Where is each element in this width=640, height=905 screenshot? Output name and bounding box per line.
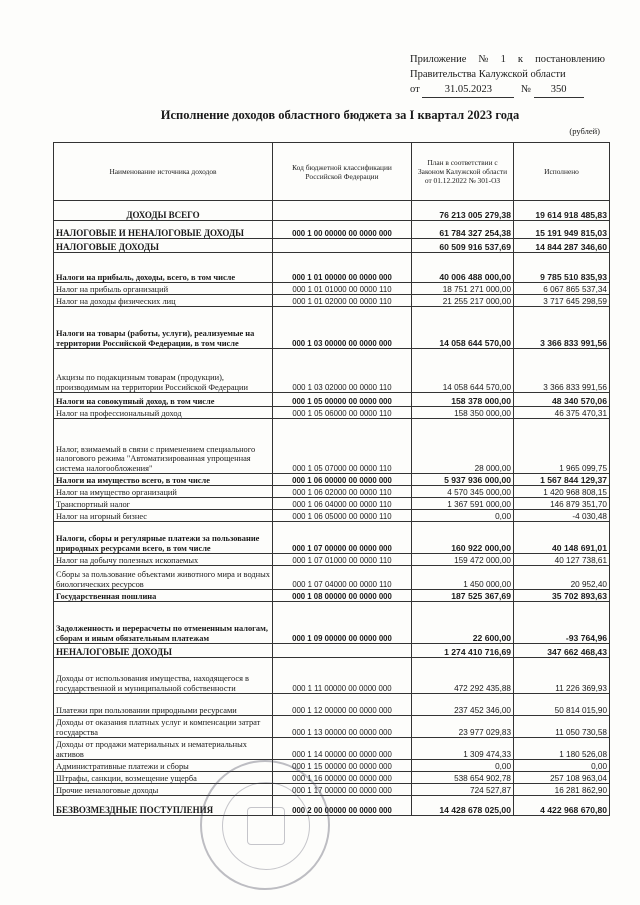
cell-done: 14 844 287 346,60 <box>514 239 610 253</box>
cell-name: Налог на доходы физических лиц <box>54 295 273 307</box>
cell-code <box>273 239 412 253</box>
cell-plan: 40 006 488 000,00 <box>412 253 514 283</box>
appendix-to: к <box>517 54 524 65</box>
table-row <box>54 486 610 498</box>
cell-name: БЕЗВОЗМЕЗДНЫЕ ПОСТУПЛЕНИЯ <box>54 796 273 816</box>
cell-done: -93 764,96 <box>514 602 610 644</box>
cell-name: Доходы от оказания платных услуг и компенсации затрат государства <box>54 716 273 738</box>
cell-done: 3 717 645 298,59 <box>514 295 610 307</box>
cell-done: 0,00 <box>514 760 610 772</box>
table-row <box>54 602 610 644</box>
cell-code: 000 1 05 06000 00 0000 110 <box>273 407 412 419</box>
cell-name: Задолженность и перерасчеты по отмененным налогам, сборам и иным обязательным платежам <box>54 602 273 644</box>
cell-code: 000 1 01 02000 00 0000 110 <box>273 295 412 307</box>
cell-code: 000 1 05 07000 00 0000 110 <box>273 419 412 474</box>
cell-done: 16 281 862,90 <box>514 784 610 796</box>
cell-plan: 1 309 474,33 <box>412 738 514 760</box>
cell-plan: 472 292 435,88 <box>412 658 514 694</box>
cell-name: НЕНАЛОГОВЫЕ ДОХОДЫ <box>54 644 273 658</box>
cell-code: 000 1 07 00000 00 0000 000 <box>273 522 412 554</box>
cell-name: Налоги на прибыль, доходы, всего, в том числе <box>54 253 273 283</box>
cell-plan: 724 527,87 <box>412 784 514 796</box>
appendix-from: от <box>410 84 420 95</box>
cell-code: 000 1 12 00000 00 0000 000 <box>273 694 412 716</box>
table-row <box>54 419 610 474</box>
table-row <box>54 221 610 239</box>
cell-plan: 0,00 <box>412 510 514 522</box>
cell-done: 46 375 470,31 <box>514 407 610 419</box>
cell-name: Налоги на совокупный доход, в том числе <box>54 393 273 407</box>
appendix-note <box>410 52 605 98</box>
cell-name: Штрафы, санкции, возмещение ущерба <box>54 772 273 784</box>
table-row <box>54 522 610 554</box>
cell-code: 000 1 00 00000 00 0000 000 <box>273 221 412 239</box>
cell-name: Налоги, сборы и регулярные платежи за пользование природных ресурсами всего, в том числе <box>54 522 273 554</box>
cell-code: 000 1 03 00000 00 0000 000 <box>273 307 412 349</box>
cell-done: 20 952,40 <box>514 566 610 590</box>
cell-plan: 0,00 <box>412 760 514 772</box>
cell-done: 1 567 844 129,37 <box>514 474 610 486</box>
cell-name: Налог на прибыль организаций <box>54 283 273 295</box>
cell-name: Налоги на товары (работы, услуги), реализуемые на территории Российской Федерации, в том числе <box>54 307 273 349</box>
cell-code: 000 1 01 01000 00 0000 110 <box>273 283 412 295</box>
cell-done: 40 148 691,01 <box>514 522 610 554</box>
cell-code: 000 1 01 00000 00 0000 000 <box>273 253 412 283</box>
appendix-doc-number: 350 <box>534 82 584 98</box>
cell-code: 000 1 07 04000 00 0000 110 <box>273 566 412 590</box>
cell-done: 347 662 468,43 <box>514 644 610 658</box>
cell-plan: 5 937 936 000,00 <box>412 474 514 486</box>
revenue-table <box>53 142 610 816</box>
table-row <box>54 590 610 602</box>
cell-plan: 4 570 345 000,00 <box>412 486 514 498</box>
cell-plan: 14 428 678 025,00 <box>412 796 514 816</box>
cell-done: 11 050 730,58 <box>514 716 610 738</box>
cell-name: Налоги на имущество всего, в том числе <box>54 474 273 486</box>
cell-plan: 60 509 916 537,69 <box>412 239 514 253</box>
appendix-word: Приложение <box>410 54 467 65</box>
table-row <box>54 510 610 522</box>
cell-done: 48 340 570,06 <box>514 393 610 407</box>
cell-plan: 28 000,00 <box>412 419 514 474</box>
cell-plan: 76 213 005 279,38 <box>412 201 514 221</box>
cell-plan: 237 452 346,00 <box>412 694 514 716</box>
table-row <box>54 295 610 307</box>
cell-done: 9 785 510 835,93 <box>514 253 610 283</box>
cell-code: 000 2 00 00000 00 0000 000 <box>273 796 412 816</box>
cell-name: Сборы за пользование объектами животного мира и водных биологических ресурсов <box>54 566 273 590</box>
cell-done: 15 191 949 815,03 <box>514 221 610 239</box>
appendix-no-label: № <box>520 84 531 95</box>
cell-code: 000 1 15 00000 00 0000 000 <box>273 760 412 772</box>
cell-code: 000 1 03 02000 00 0000 110 <box>273 349 412 393</box>
cell-name: Налог, взимаемый в связи с применением специального налогового режима "Автоматизированная упрощенная система налогообложения" <box>54 419 273 474</box>
cell-code: 000 1 07 01000 00 0000 110 <box>273 554 412 566</box>
table-header-row <box>54 143 610 201</box>
table-row <box>54 253 610 283</box>
cell-name: Акцизы по подакцизным товарам (продукции), производимым на территории Российской Федерации <box>54 349 273 393</box>
table-row <box>54 760 610 772</box>
header-code: Код бюджетной классификации Российской Федерации <box>273 143 412 201</box>
cell-plan: 22 600,00 <box>412 602 514 644</box>
cell-name: НАЛОГОВЫЕ ДОХОДЫ <box>54 239 273 253</box>
table-row <box>54 407 610 419</box>
cell-code: 000 1 14 00000 00 0000 000 <box>273 738 412 760</box>
cell-code: 000 1 06 05000 00 0000 110 <box>273 510 412 522</box>
cell-done: 11 226 369,93 <box>514 658 610 694</box>
table-body <box>54 201 610 816</box>
table-row <box>54 349 610 393</box>
table-row <box>54 566 610 590</box>
table-row <box>54 393 610 407</box>
cell-done: 1 180 526,08 <box>514 738 610 760</box>
table-row <box>54 474 610 486</box>
cell-code: 000 1 09 00000 00 0000 000 <box>273 602 412 644</box>
cell-plan: 14 058 644 570,00 <box>412 307 514 349</box>
cell-done: 3 366 833 991,56 <box>514 307 610 349</box>
cell-plan: 18 751 271 000,00 <box>412 283 514 295</box>
appendix-no-sign: № <box>478 54 489 65</box>
cell-name: Налог на игорный бизнес <box>54 510 273 522</box>
cell-done: -4 030,48 <box>514 510 610 522</box>
cell-code: 000 1 11 00000 00 0000 000 <box>273 658 412 694</box>
cell-plan: 158 350 000,00 <box>412 407 514 419</box>
cell-name: Платежи при пользовании природными ресурсами <box>54 694 273 716</box>
cell-plan: 1 274 410 716,69 <box>412 644 514 658</box>
cell-plan: 61 784 327 254,38 <box>412 221 514 239</box>
cell-done: 1 965 099,75 <box>514 419 610 474</box>
cell-name: Государственная пошлина <box>54 590 273 602</box>
cell-name: Налог на профессиональный доход <box>54 407 273 419</box>
cell-plan: 14 058 644 570,00 <box>412 349 514 393</box>
cell-plan: 158 378 000,00 <box>412 393 514 407</box>
table-row <box>54 716 610 738</box>
table-row <box>54 644 610 658</box>
table-row <box>54 239 610 253</box>
cell-done: 1 420 968 808,15 <box>514 486 610 498</box>
cell-name: Налог на имущество организаций <box>54 486 273 498</box>
cell-done: 4 422 968 670,80 <box>514 796 610 816</box>
cell-plan: 538 654 902,78 <box>412 772 514 784</box>
cell-plan: 21 255 217 000,00 <box>412 295 514 307</box>
cell-plan: 1 367 591 000,00 <box>412 498 514 510</box>
cell-code: 000 1 06 02000 00 0000 110 <box>273 486 412 498</box>
cell-done: 50 814 015,90 <box>514 694 610 716</box>
cell-name: НАЛОГОВЫЕ И НЕНАЛОГОВЫЕ ДОХОДЫ <box>54 221 273 239</box>
appendix-date: 31.05.2023 <box>422 82 514 98</box>
cell-name: Прочие неналоговые доходы <box>54 784 273 796</box>
table-row <box>54 283 610 295</box>
header-plan: План в соответствии с Законом Калужской области от 01.12.2022 № 301-ОЗ <box>412 143 514 201</box>
table-row <box>54 738 610 760</box>
cell-code: 000 1 05 00000 00 0000 000 <box>273 393 412 407</box>
cell-name: ДОХОДЫ ВСЕГО <box>54 201 273 221</box>
appendix-resolution: постановлению <box>535 54 605 65</box>
table-row <box>54 201 610 221</box>
cell-plan: 187 525 367,69 <box>412 590 514 602</box>
cell-code: 000 1 16 00000 00 0000 000 <box>273 772 412 784</box>
cell-done: 40 127 738,61 <box>514 554 610 566</box>
table-row <box>54 784 610 796</box>
cell-done: 3 366 833 991,56 <box>514 349 610 393</box>
cell-name: Транспортный налог <box>54 498 273 510</box>
cell-plan: 23 977 029,83 <box>412 716 514 738</box>
cell-name: Доходы от использования имущества, находящегося в государственной и муниципальной собственности <box>54 658 273 694</box>
cell-plan: 159 472 000,00 <box>412 554 514 566</box>
table-row <box>54 498 610 510</box>
cell-name: Налог на добычу полезных ископаемых <box>54 554 273 566</box>
cell-name: Административные платежи и сборы <box>54 760 273 772</box>
cell-plan: 1 450 000,00 <box>412 566 514 590</box>
units-label: (рублей) <box>569 126 600 136</box>
cell-code <box>273 201 412 221</box>
cell-name: Доходы от продажи материальных и нематериальных активов <box>54 738 273 760</box>
appendix-government: Правительства Калужской области <box>410 69 566 80</box>
header-name: Наименование источника доходов <box>54 143 273 201</box>
table-row <box>54 307 610 349</box>
cell-code: 000 1 06 00000 00 0000 000 <box>273 474 412 486</box>
cell-done: 35 702 893,63 <box>514 590 610 602</box>
table-row <box>54 796 610 816</box>
cell-done: 6 067 865 537,34 <box>514 283 610 295</box>
table-row <box>54 694 610 716</box>
cell-code <box>273 644 412 658</box>
document-title: Исполнение доходов областного бюджета за I квартал 2023 года <box>160 108 520 122</box>
cell-code: 000 1 13 00000 00 0000 000 <box>273 716 412 738</box>
cell-plan: 160 922 000,00 <box>412 522 514 554</box>
cell-done: 146 879 351,70 <box>514 498 610 510</box>
cell-done: 19 614 918 485,83 <box>514 201 610 221</box>
cell-code: 000 1 06 04000 00 0000 110 <box>273 498 412 510</box>
header-done: Исполнено <box>514 143 610 201</box>
cell-code: 000 1 17 00000 00 0000 000 <box>273 784 412 796</box>
table-row <box>54 658 610 694</box>
table-row <box>54 554 610 566</box>
appendix-number: 1 <box>500 54 506 65</box>
cell-done: 257 108 963,04 <box>514 772 610 784</box>
cell-code: 000 1 08 00000 00 0000 000 <box>273 590 412 602</box>
table-row <box>54 772 610 784</box>
